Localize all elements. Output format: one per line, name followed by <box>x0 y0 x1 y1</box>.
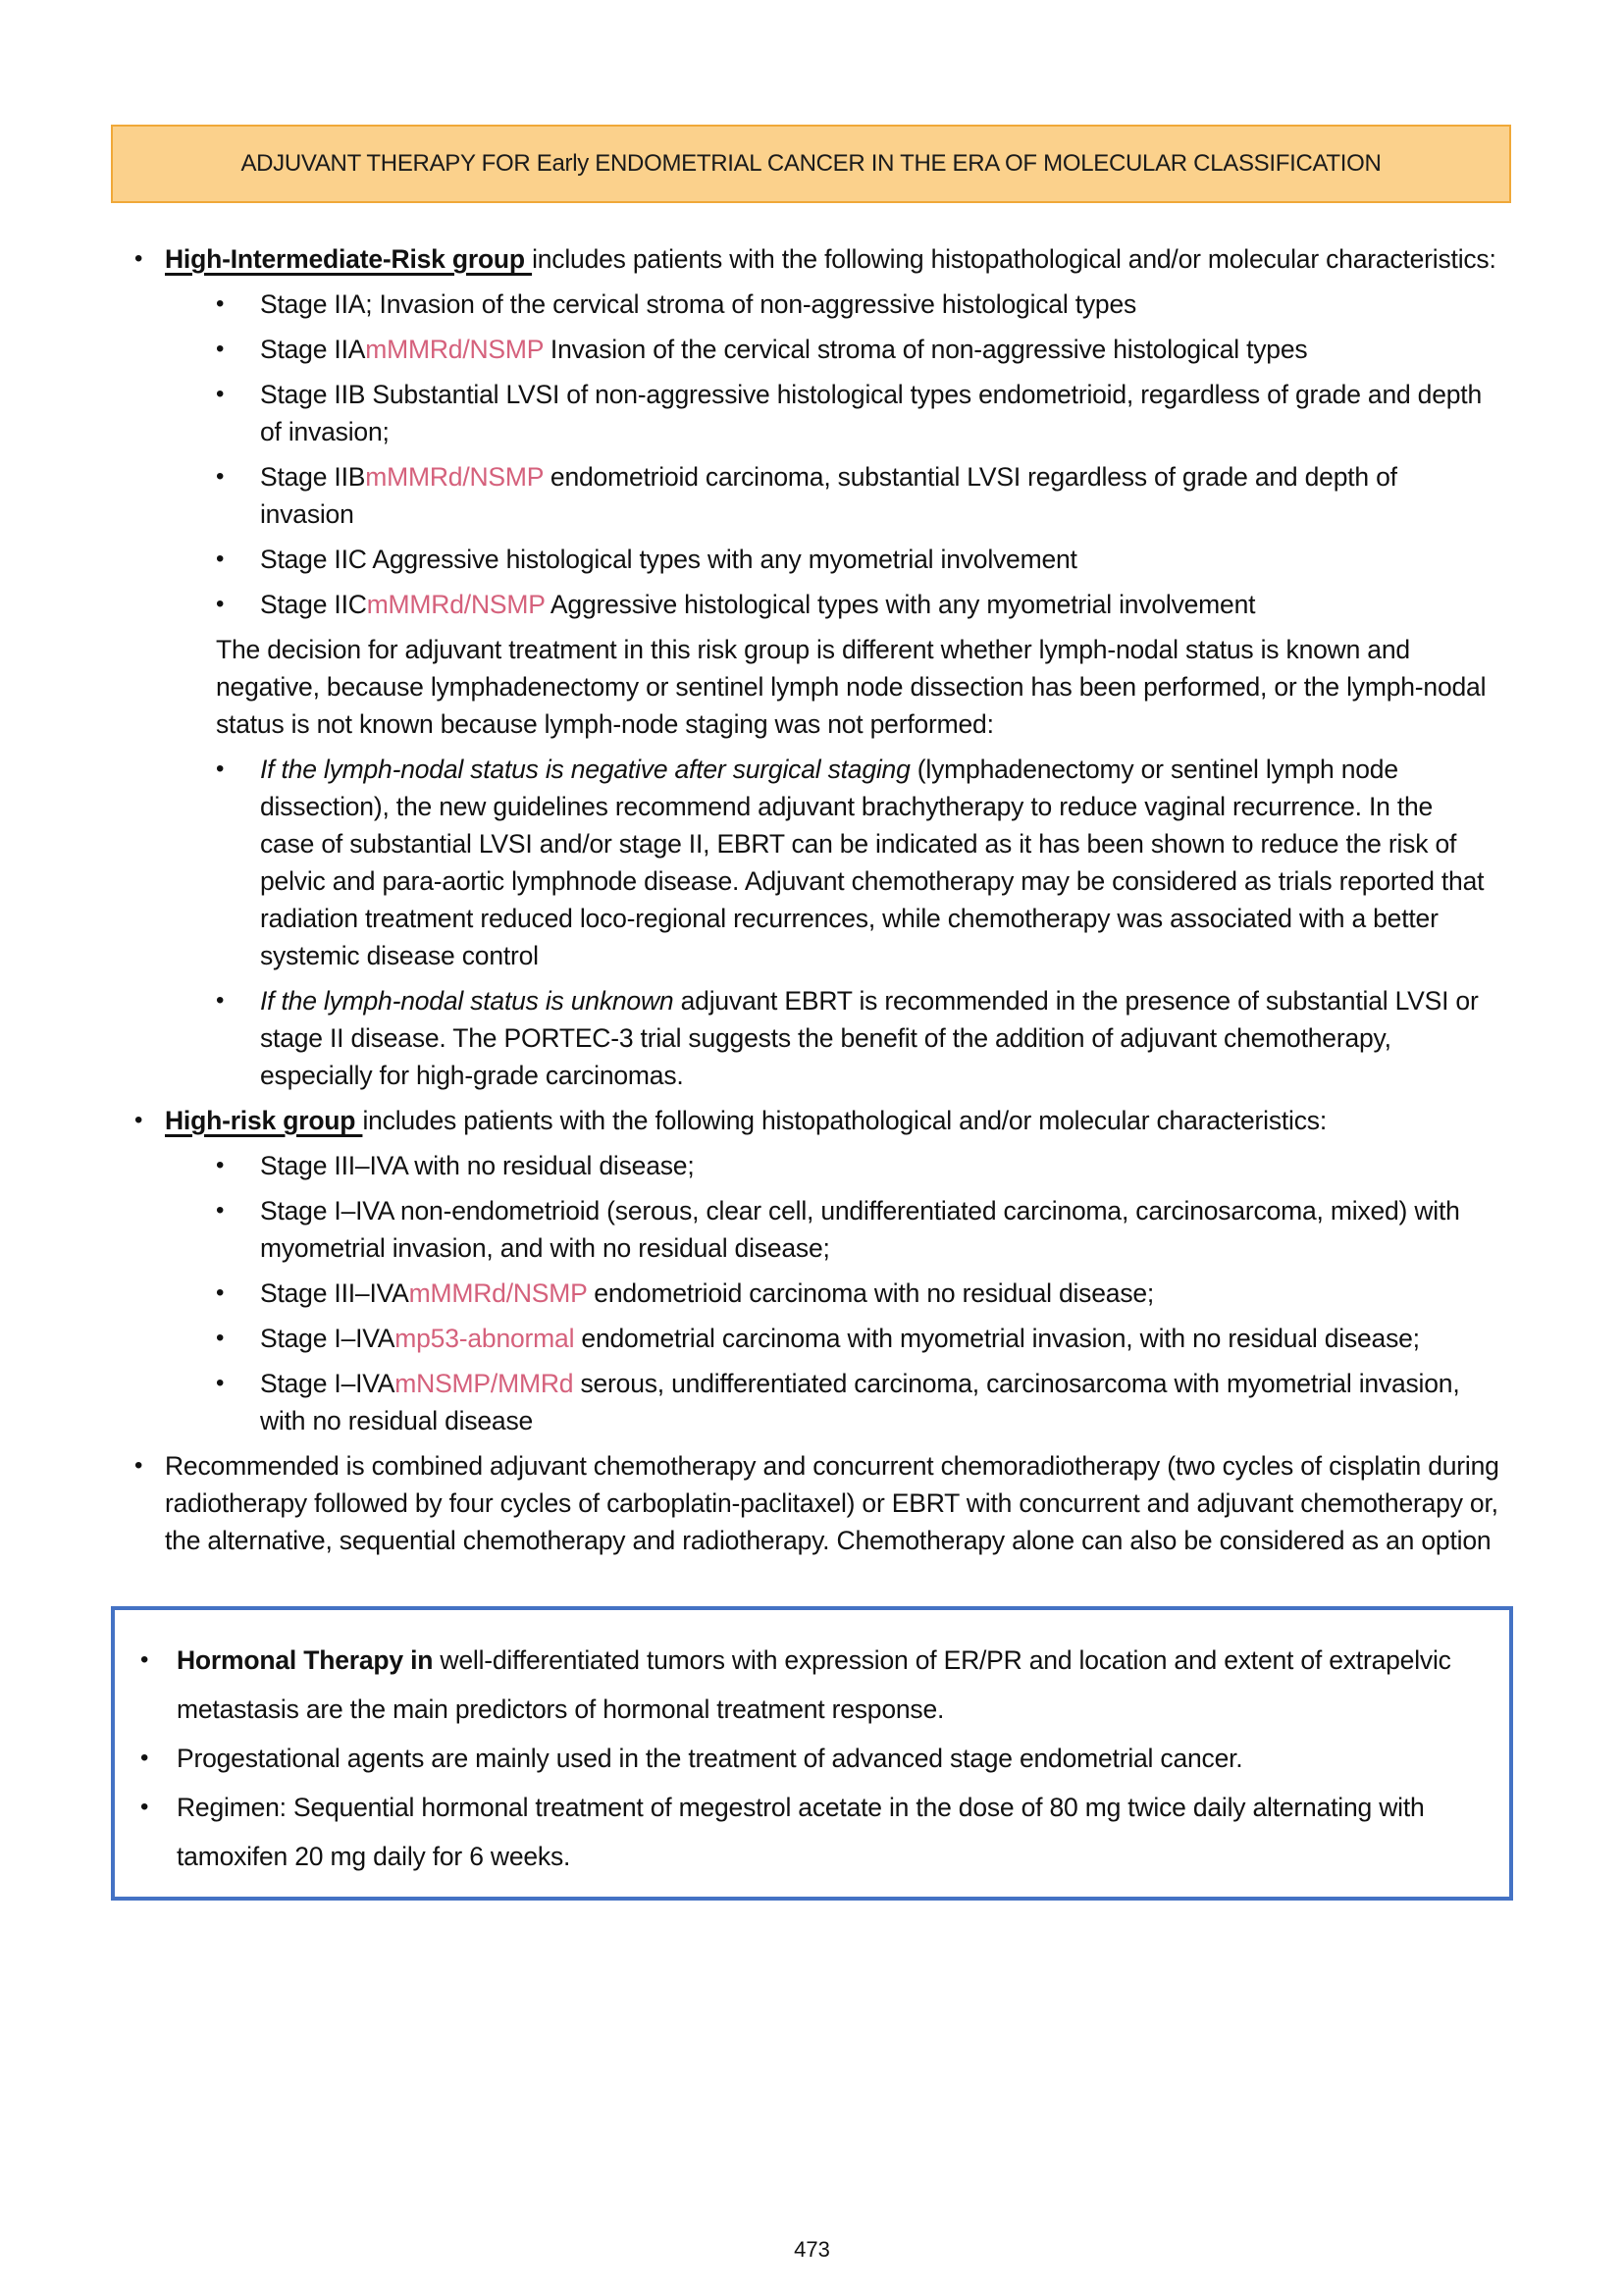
bullet-item <box>134 1447 1511 1559</box>
text-run: Stage I–IVA <box>260 1324 395 1353</box>
bullet-marker: • <box>140 1646 149 1673</box>
item-text <box>165 1102 1511 1139</box>
text-run: serous, undifferentiated carcinoma, carcinosarcoma with myometrial invasion, with no residual disease <box>260 1369 1460 1435</box>
text-run: If the lymph-nodal status is negative after surgical staging <box>260 755 911 784</box>
molecular-term: mMMRd/NSMP <box>365 462 544 492</box>
item-text <box>260 331 1487 368</box>
bullet-marker: • <box>216 1152 225 1178</box>
item-text <box>260 586 1487 623</box>
bullet-item <box>216 541 1487 578</box>
item-text <box>165 1447 1511 1559</box>
text-run: endometrioid carcinoma with no residual disease; <box>587 1278 1155 1308</box>
item-text <box>260 1147 1487 1184</box>
text-run: Stage III–IVA <box>260 1278 409 1308</box>
text-run: If the lymph-nodal status is unknown <box>260 986 674 1016</box>
bullet-marker: • <box>216 290 225 317</box>
title-banner <box>111 125 1511 203</box>
bullet-marker: • <box>216 381 225 407</box>
page-footer <box>0 2237 1624 2263</box>
bullet-item <box>216 376 1487 450</box>
bullet-marker: • <box>216 1325 225 1351</box>
item-text <box>260 1192 1487 1267</box>
bullet-marker: • <box>216 1197 225 1224</box>
bullet-marker: • <box>216 336 225 362</box>
paragraph <box>216 631 1487 743</box>
text-run: includes patients with the following histopathological and/or molecular characteristics: <box>362 1106 1328 1135</box>
bullet-marker: • <box>216 591 225 617</box>
item-text <box>260 1275 1487 1312</box>
bullet-item <box>216 1147 1487 1184</box>
item-text <box>177 1636 1480 1734</box>
bullet-marker: • <box>140 1794 149 1820</box>
bullet-marker: • <box>140 1745 149 1771</box>
text-run: Stage IIC Aggressive histological types with any myometrial involvement <box>260 545 1077 574</box>
item-text <box>260 751 1487 974</box>
page-title: ADJUVANT THERAPY FOR Early ENDOMETRIAL CANCER IN THE ERA OF MOLECULAR CLASSIFICATION <box>240 150 1382 177</box>
page-number: 473 <box>794 2237 830 2262</box>
bullet-marker: • <box>134 245 143 272</box>
text-run: High-risk group <box>165 1106 363 1135</box>
text-run: Stage IIC <box>260 590 367 619</box>
bullet-item <box>140 1734 1480 1783</box>
text-run: (lymphadenectomy or sentinel lymph node dissection), the new guidelines recommend adjuvant brachytherapy to reduce vaginal recurrence. In the case of substantial LVSI and/or stage II, EBRT can be indicated as it has been shown to reduce the risk of pelvic and para-aortic lymphnode disease. Adjuvant chemotherapy may be considered as trials reported that radiation treatment reduced loco-regional recurrences, while chemotherapy was associated with a better systemic disease control <box>260 755 1485 970</box>
item-text <box>165 240 1511 278</box>
text-run: Stage IIA; Invasion of the cervical stroma of non-aggressive histological types <box>260 289 1137 319</box>
text-run: endometrial carcinoma with myometrial invasion, with no residual disease; <box>574 1324 1420 1353</box>
text-run: Stage I–IVA <box>260 1369 395 1398</box>
molecular-term: mp53-abnormal <box>394 1324 575 1353</box>
text-run: The decision for adjuvant treatment in this risk group is different whether lymph-nodal status is known and negative, because lymphadenectomy or sentinel lymph node dissection has been performed, or the lymph-nodal status is not known because lymph-node staging was not performed: <box>216 635 1487 739</box>
molecular-term: mMMRd/NSMP <box>408 1278 588 1308</box>
molecular-term: mMMRd/NSMP <box>366 590 546 619</box>
text-run: well-differentiated tumors with expression of ER/PR and location and extent of extrapelvic metastasis are the main predictors of hormonal treatment response. <box>177 1645 1451 1724</box>
text-run: Invasion of the cervical stroma of non-aggressive histological types <box>543 335 1308 364</box>
item-text <box>260 541 1487 578</box>
bullet-item <box>216 458 1487 533</box>
text-run: includes patients with the following histopathological and/or molecular characteristics: <box>532 244 1496 274</box>
text-run: adjuvant EBRT is recommended in the presence of substantial LVSI or stage II disease. The PORTEC-3 trial suggests the benefit of the addition of adjuvant chemotherapy, especially for high-grade carcinomas. <box>260 986 1479 1090</box>
bullet-item <box>216 286 1487 323</box>
molecular-term: mNSMP/MMRd <box>394 1369 574 1398</box>
text-run: Progestational agents are mainly used in the treatment of advanced stage endometrial cancer. <box>177 1744 1243 1773</box>
bullet-marker: • <box>134 1452 143 1479</box>
bullet-item <box>216 1320 1487 1357</box>
item-text <box>260 982 1487 1094</box>
content-area <box>0 240 1624 1559</box>
text-run: High-Intermediate-Risk group <box>165 244 533 274</box>
text-run: Regimen: Sequential hormonal treatment of megestrol acetate in the dose of 80 mg twice daily alternating with tamoxifen 20 mg daily for 6 weeks. <box>177 1793 1425 1871</box>
bullet-item <box>134 240 1511 278</box>
item-text <box>177 1783 1480 1881</box>
bullet-marker: • <box>216 546 225 572</box>
bullet-item <box>216 982 1487 1094</box>
item-text <box>260 286 1487 323</box>
bullet-marker: • <box>216 1370 225 1396</box>
item-text <box>260 1320 1487 1357</box>
item-text <box>216 631 1487 743</box>
bullet-item <box>216 1365 1487 1439</box>
text-run: endometrioid carcinoma, substantial LVSI regardless of grade and depth of invasion <box>260 462 1397 529</box>
text-run: Hormonal Therapy in <box>177 1645 441 1675</box>
item-text <box>260 458 1487 533</box>
text-run: Stage IIB Substantial LVSI of non-aggressive histological types endometrioid, regardless of grade and depth of invasion; <box>260 380 1482 446</box>
bullet-marker: • <box>216 756 225 782</box>
item-text <box>260 376 1487 450</box>
bullet-marker: • <box>134 1107 143 1133</box>
bullet-item <box>140 1636 1480 1734</box>
text-run: Stage III–IVA with no residual disease; <box>260 1151 695 1180</box>
bullet-item <box>216 1275 1487 1312</box>
bullet-item <box>216 331 1487 368</box>
bullet-item <box>140 1783 1480 1881</box>
bullet-marker: • <box>216 1279 225 1306</box>
item-text <box>260 1365 1487 1439</box>
text-run: Stage I–IVA non-endometrioid (serous, clear cell, undifferentiated carcinoma, carcinosarcoma, mixed) with myometrial invasion, and with no residual disease; <box>260 1196 1460 1263</box>
hormonal-therapy-box <box>111 1606 1513 1901</box>
text-run: Stage IIA <box>260 335 366 364</box>
bullet-item <box>216 1192 1487 1267</box>
bullet-item <box>216 586 1487 623</box>
item-text <box>177 1734 1480 1783</box>
text-run: Stage IIB <box>260 462 366 492</box>
bullet-item <box>134 1102 1511 1139</box>
bullet-marker: • <box>216 463 225 490</box>
bullet-item <box>216 751 1487 974</box>
molecular-term: mMMRd/NSMP <box>365 335 544 364</box>
text-run: Recommended is combined adjuvant chemotherapy and concurrent chemoradiotherapy (two cycles of cisplatin during radiotherapy followed by four cycles of carboplatin-paclitaxel) or EBRT with concurrent and adjuvant chemotherapy or, the alternative, sequential chemotherapy and radiotherapy. Chemotherapy alone can also be considered as an option <box>165 1451 1499 1555</box>
bullet-marker: • <box>216 987 225 1014</box>
text-run: Aggressive histological types with any myometrial involvement <box>545 590 1256 619</box>
